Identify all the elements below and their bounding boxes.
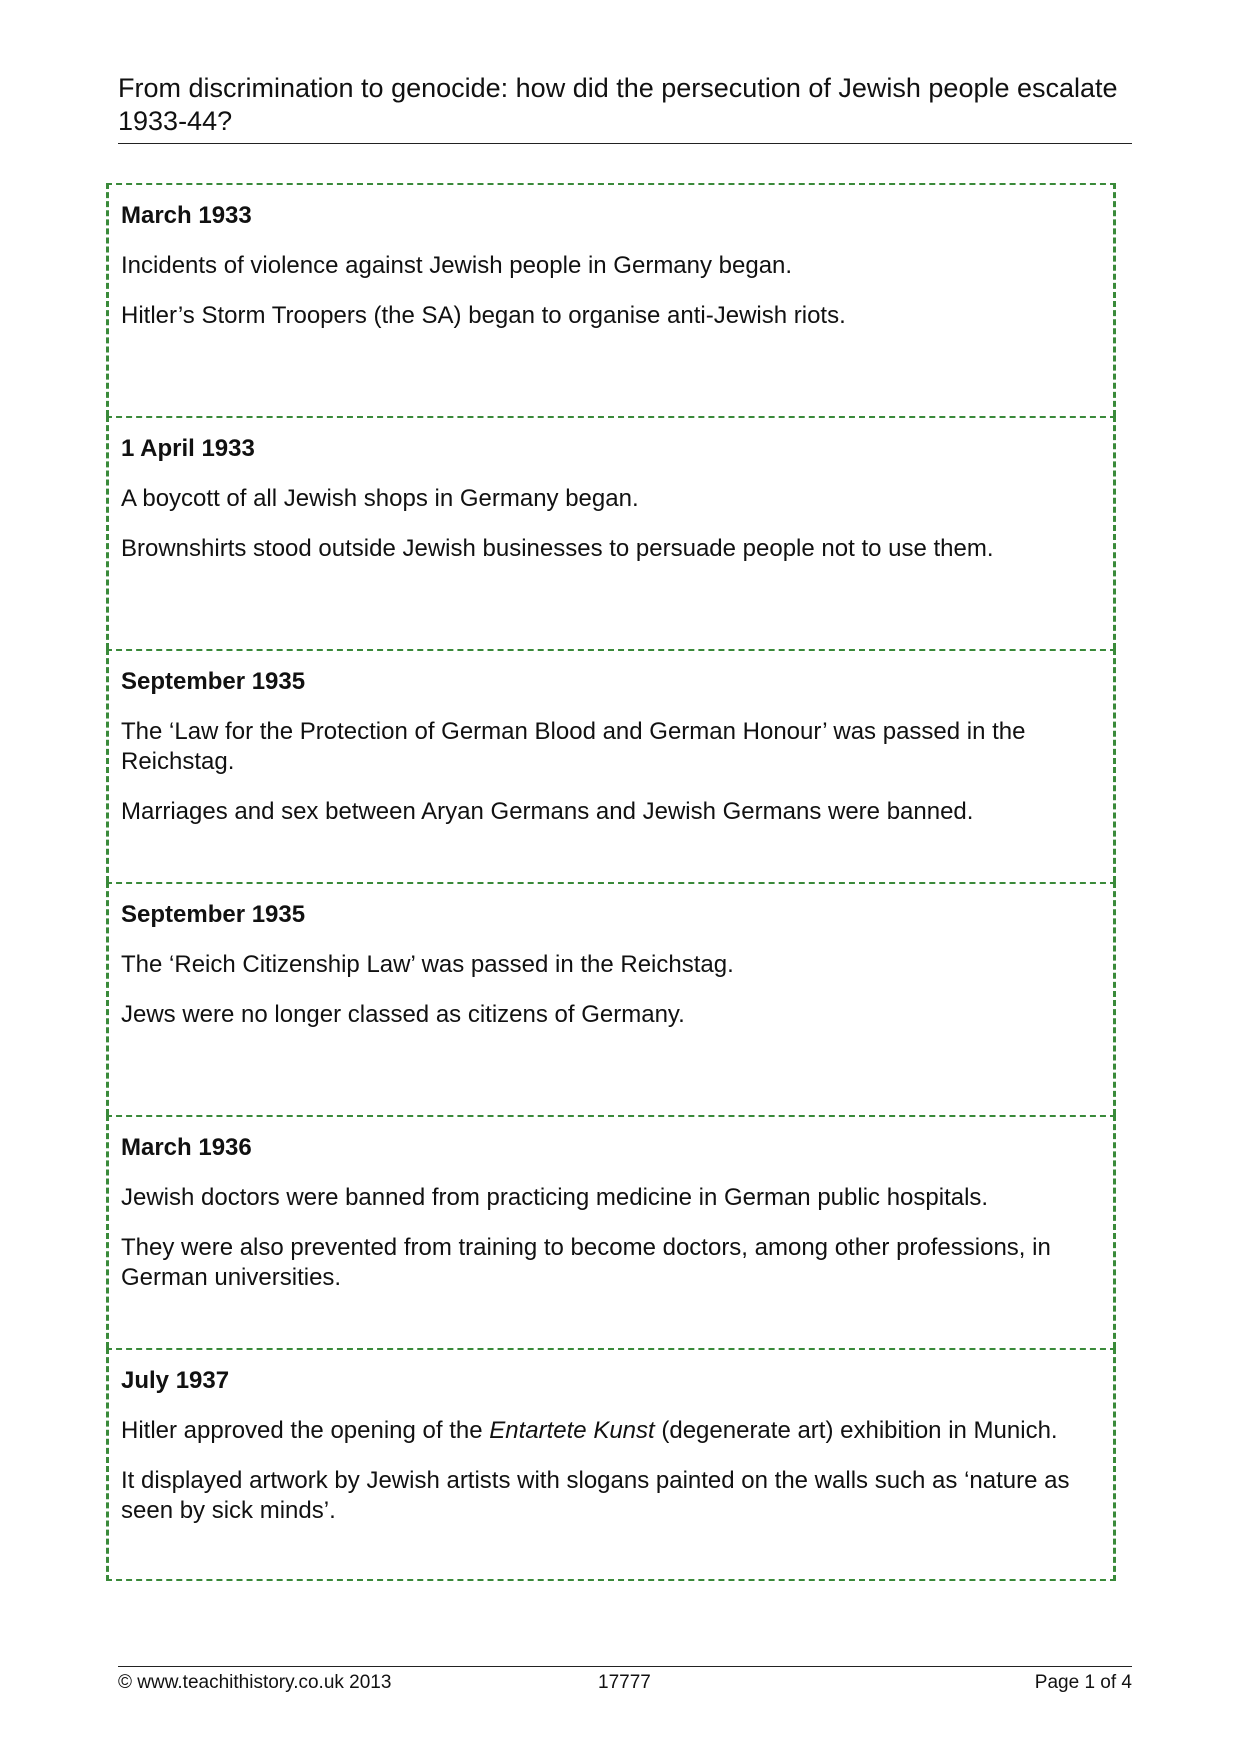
- timeline-card: [106, 1115, 1116, 1348]
- card-date: September 1935: [121, 668, 306, 695]
- card-text: They were also prevented from training to become doctors, among other professions, in German universities.: [121, 1234, 1051, 1291]
- timeline-card: [106, 649, 1116, 882]
- card-text: A boycott of all Jewish shops in Germany began.: [121, 485, 639, 512]
- footer: [118, 1672, 1132, 1700]
- card-text: Marriages and sex between Aryan Germans and Jewish Germans were banned.: [121, 798, 974, 825]
- card-date: March 1933: [121, 202, 252, 229]
- card-date: July 1937: [121, 1367, 230, 1394]
- card-text: Incidents of violence against Jewish people in Germany began.: [121, 252, 793, 279]
- footer-copyright: © www.teachithistory.co.uk 2013: [118, 1672, 392, 1693]
- card-text: The ‘Reich Citizenship Law’ was passed in the Reichstag.: [121, 951, 734, 978]
- artwork-title: Entartete Kunst: [489, 1417, 655, 1444]
- footer-page-number: Page 1 of 4: [1034, 1672, 1132, 1693]
- card-text: The ‘Law for the Protection of German Blood and German Honour’ was passed in the Reichstag.: [121, 718, 1026, 775]
- card-text: [121, 1416, 1101, 1446]
- timeline-card: [106, 1348, 1116, 1581]
- title-divider: [118, 143, 1132, 144]
- card-text: Jews were no longer classed as citizens of Germany.: [121, 1001, 685, 1028]
- card-text-part: (degenerate art) exhibition in Munich.: [661, 1417, 1058, 1444]
- card-text: Brownshirts stood outside Jewish businesses to persuade people not to use them.: [121, 535, 994, 562]
- card-text: Jewish doctors were banned from practicing medicine in German public hospitals.: [121, 1184, 989, 1211]
- card-text-part: Hitler approved the opening of the: [121, 1417, 490, 1444]
- timeline-card: [106, 882, 1116, 1115]
- card-date: September 1935: [121, 901, 306, 928]
- card-date: 1 April 1933: [121, 435, 255, 462]
- timeline-cards: [106, 183, 1116, 1581]
- page-title: From discrimination to genocide: how did the persecution of Jewish people escalate 1933-44?: [118, 73, 1118, 136]
- footer-divider: [118, 1666, 1132, 1667]
- footer-code: 17777: [598, 1672, 651, 1693]
- card-text: It displayed artwork by Jewish artists with slogans painted on the walls such as ‘nature as seen by sick minds’.: [121, 1467, 1070, 1524]
- card-text: Hitler’s Storm Troopers (the SA) began to organise anti-Jewish riots.: [121, 302, 846, 329]
- timeline-card: [106, 183, 1116, 416]
- timeline-card: [106, 416, 1116, 649]
- card-date: March 1936: [121, 1134, 252, 1161]
